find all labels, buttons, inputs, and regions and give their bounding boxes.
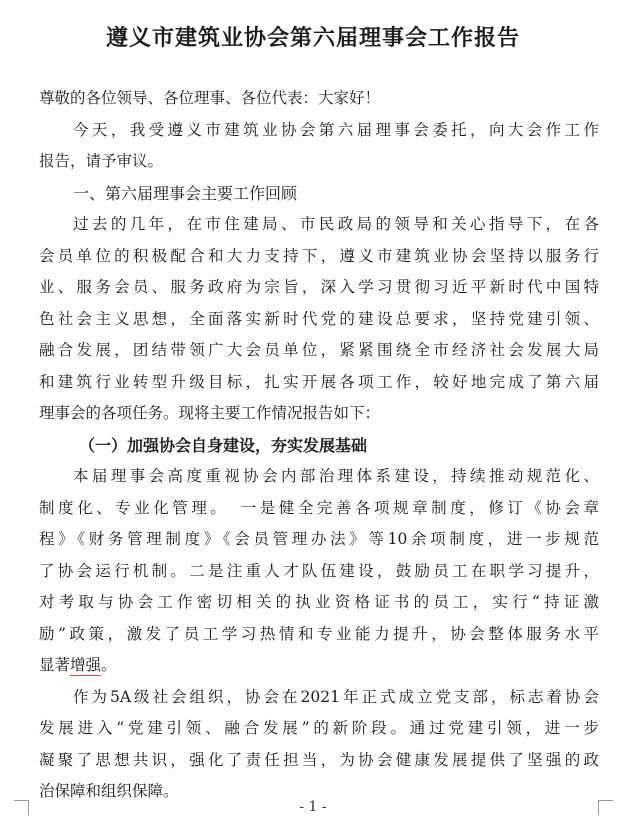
document-body	[39, 83, 599, 808]
sub1-para2-line-4: 治保障和组织保障。	[39, 782, 179, 800]
section1-line-1: 过去的几年，在市住建局、市民政局的领导和关心指导下，在各	[73, 215, 599, 233]
sub1-line-1: 本届理事会高度重视协会内部治理体系建设，持续推动规范化、	[73, 467, 599, 485]
sub1-line-4: 了协会运行机制。二是注重人才队伍建设，鼓励员工在职学习提升，	[39, 561, 599, 580]
page-number: - 1 -	[299, 799, 327, 815]
spellcheck-underlined-word[interactable]: 增强	[70, 656, 102, 674]
intro-line-1: 今天，我受遵义市建筑业协会第六届理事会委托，向大会作工作	[73, 120, 599, 139]
sub1-line-5: 对考取与协会工作密切相关的执业资格证书的员工，实行“持证激	[39, 593, 599, 611]
section1-line-5: 融合发展，团结带领广大会员单位，紧紧围绕全市经济社会发展大局	[39, 341, 599, 359]
section1-line-7: 理事会的各项任务。现将主要工作情况报告如下：	[39, 404, 381, 422]
section1-line-4: 色社会主义思想，全面落实新时代党的建设总要求，坚持党建引领、	[39, 309, 599, 328]
salutation: 尊敬的各位领导、各位理事、各位代表：大家好！	[39, 89, 381, 107]
sub1-line-6: 励”政策，激发了员工学习热情和专业能力提升，协会整体服务水平	[39, 624, 599, 643]
sub1-para2-line-1: 作为5A级社会组织，协会在2021年正式成立党支部，标志着协会	[73, 687, 599, 706]
sub1-line-7	[39, 650, 599, 682]
section1-heading: 一、第六届理事会主要工作回顾	[73, 183, 298, 203]
section1-line-6: 和建筑行业转型升级目标，扎实开展各项工作，较好地完成了第六届	[39, 372, 599, 391]
sub1-line-2: 制度化、专业化管理。 一是健全完善各项规章制度，修订《协会章	[39, 498, 599, 517]
section1-line-3: 业、服务会员、服务政府为宗旨，深入学习贯彻习近平新时代中国特	[39, 278, 599, 296]
sub1-last-prefix: 显著	[39, 656, 71, 674]
sub1-line-3: 程》《财务管理制度》《会员管理办法》等10余项制度，进一步规范	[39, 530, 599, 548]
sub1-last-suffix: 。	[101, 656, 117, 674]
subsection1-heading: （一）加强协会自身建设，夯实发展基础	[79, 435, 368, 455]
sub1-para2-line-2: 发展进入“党建引领、融合发展”的新阶段。通过党建引领，进一步	[39, 719, 599, 737]
intro-line-2: 报告，请予审议。	[39, 152, 164, 170]
document-title: 遵义市建筑业协会第六届理事会工作报告	[105, 26, 520, 51]
section1-line-2: 会员单位的积极配合和大力支持下，遵义市建筑业协会坚持以服务行	[39, 246, 599, 265]
sub1-para2-line-3: 凝聚了思想共识，强化了责任担当，为协会健康发展提供了坚强的政	[39, 750, 599, 769]
